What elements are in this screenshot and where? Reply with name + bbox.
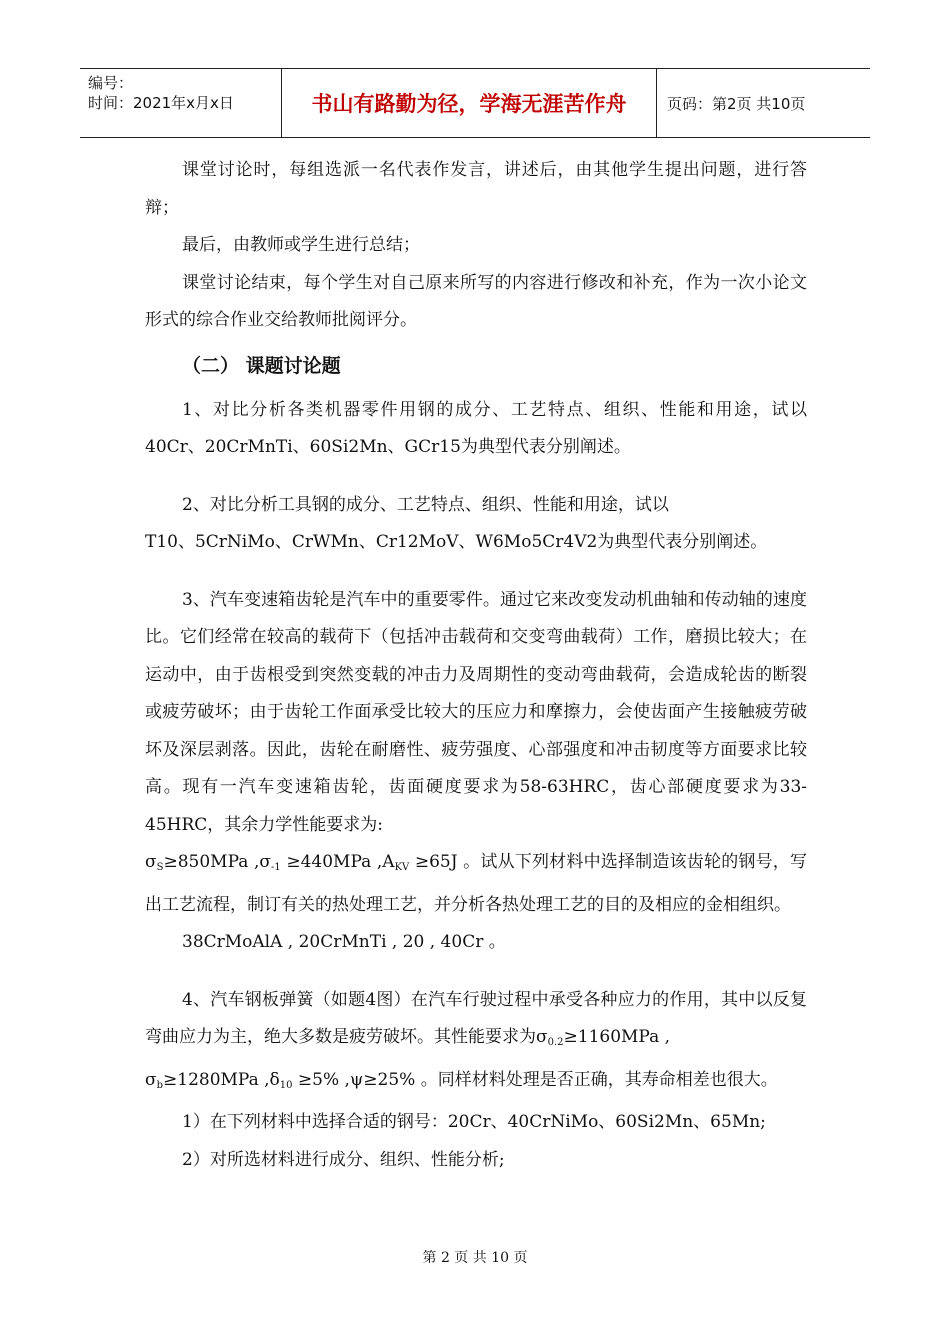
question-2-line1: 2、对比分析工具钢的成分、工艺特点、组织、性能和用途，试以 (182, 494, 669, 515)
document-body (145, 152, 807, 1179)
header-meta (80, 69, 282, 137)
question-4: 4、汽车钢板弹簧（如题4图）在汽车行驶过程中承受各种应力的作用，其中以反复弯曲应力为主，绝大多数是疲劳破坏。其性能要求为$\sigma_{0.2}\ge 1160MPa$ , $\sigma_b\ge 1280MPa$ $,\delta_{10} \ge 5\%$ ,ψ≥25% 。同样材料处理是否正确，其寿命相差也很大。 (145, 989, 807, 1091)
question-4-item-1: 1）在下列材料中选择合适的钢号：20Cr、40CrNiMo、60Si2Mn、65Mn; (182, 1112, 766, 1132)
question-4-item-2: 2）对所选材料进行成分、组织、性能分析; (182, 1149, 505, 1170)
section-title: （二） 课题讨论题 (182, 354, 341, 377)
document-time-label: 时间：2021年x月x日 (88, 94, 234, 112)
question-2-line2: T10、5CrNiMo、CrWMn、Cr12MoV、W6Mo5Cr4V2为典型代表分别阐述。 (145, 532, 768, 552)
page-footer: 第 2 页 共 10 页 (422, 1250, 528, 1266)
question-3: 3、汽车变速箱齿轮是汽车中的重要零件。通过它来改变发动机曲轴和传动轴的速度比。它们经常在较高的载荷下（包括冲击载荷和交变弯曲载荷）工作，磨损比较大；在运动中，由于齿根受到突然变载的冲击力及周期性的变动弯曲载荷，会造成轮齿的断裂或疲劳破坏；由于齿轮工作面承受比较大的压应力和摩擦力，会使齿面产生接触疲劳破坏及深层剥落。因此，齿轮在耐磨性、疲劳强度、心部强度和冲击韧度等方面要求比较高。现有一汽车变速箱齿轮，齿面硬度要求为58-63HRC，齿心部硬度要求为33-45HRC，其余力学性能要求为: $\sigma_S\ge 850MPa$ $,\sigma_{-1} \ge 440MPa$ $,A_{KV} \ge 65J$ 。试从下列材料中选择制造该齿轮的钢号，写出工艺流程，制订有关的热处理工艺，并分析各热处理工艺的目的及相应的金相组织。 (145, 589, 808, 915)
header-page-info: 页码：第2页 共10页 (667, 94, 806, 113)
document-number-label: 编号： (88, 74, 134, 92)
paragraph: 课堂讨论时，每组选派一名代表作发言，讲述后，由其他学生提出问题，进行答辩； (145, 160, 807, 218)
question-3-materials: 38CrMoAlA , 20CrMnTi , 20 , 40Cr 。 (182, 932, 506, 952)
paragraph: 课堂讨论结束，每个学生对自己原来所写的内容进行修改和补充，作为一次小论文形式的综合作业交给教师批阅评分。 (145, 272, 807, 330)
header-motto: 书山有路勤为径，学海无涯苦作舟 (282, 69, 657, 137)
page-header (80, 68, 870, 138)
paragraph: 最后，由教师或学生进行总结； (182, 235, 420, 255)
question-1: 1、对比分析各类机器零件用钢的成分、工艺特点、组织、性能和用途，试以40Cr、20CrMnTi、60Si2Mn、GCr15为典型代表分别阐述。 (145, 399, 807, 457)
q3-text: 3、汽车变速箱齿轮是汽车中的重要零件。通过它来改变发动机曲轴和传动轴的速度比。它们经常在较高的载荷下（包括冲击载荷和交变弯曲载荷）工作，磨损比较大；在运动中，由于齿根受到突然变载的冲击力及周期性的变动弯曲载荷，会造成轮齿的断裂或疲劳破坏；由于齿轮工作面承受比较大的压应力和摩擦力，会使齿面产生接触疲劳破坏及深层剥落。因此，齿轮在耐磨性、疲劳强度、心部强度和冲击韧度等方面要求比较高。现有一汽车变速箱齿轮，齿面硬度要求为58-63HRC，齿心部硬度要求为33-45HRC，其余力学性能要求为: (145, 589, 807, 835)
